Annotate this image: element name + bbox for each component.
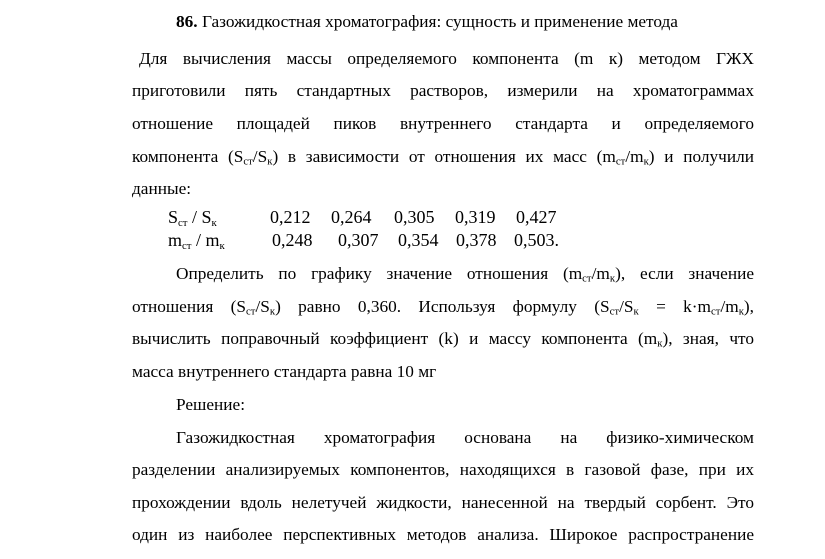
m-ratio-value: 0,307: [338, 230, 379, 250]
s-ratio-value: 0,212: [270, 207, 311, 227]
solution-line-1: Газожидкостная хроматография основана на физико-химическом: [176, 428, 754, 447]
problem-line-4: компонента $(S_{ст}/S_к)$ в зависимости от отношения их масс $(m_{ст}/m_к)$ и получили: [132, 147, 754, 168]
s-ratio-value: 0,264: [331, 207, 372, 227]
problem-line-2: приготовили пять стандартных растворов, измерили на хроматограммах: [132, 81, 754, 100]
task-line-3: вычислить поправочный коэффициент (k) и массу компонента $(m_к)$, зная, что: [132, 329, 754, 350]
s-ratio-value: 0,427: [516, 207, 557, 227]
solution-label: Решение:: [176, 395, 245, 414]
row-label-s-ratio: $S_{ст} / S_к$: [168, 207, 217, 230]
task-line-2: отношения $(S_{ст}/S_к)$ равно 0,360. Используя формулу $(S_{ст}/S_к = k\cdot m_{ст}/m_к)$,: [132, 297, 754, 318]
s-ratio-value: 0,305: [394, 207, 435, 227]
m-ratio-value: 0,248: [272, 230, 313, 250]
heading-number: 86.: [176, 12, 198, 31]
m-ratio-value: 0,503.: [514, 230, 559, 250]
task-line-4: масса внутреннего стандарта равна 10 мг: [132, 362, 437, 381]
m-ratio-value: 0,354: [398, 230, 439, 250]
task-line-1: Определить по графику значение отношения $(m_{ст}/m_к)$, если значение: [176, 264, 754, 285]
solution-line-4: один из наиболее перспективных методов анализа. Широкое распространение: [132, 525, 754, 544]
section-heading: [176, 11, 736, 33]
problem-line-1: Для вычисления массы определяемого компонента (m к) методом ГЖХ: [139, 49, 754, 68]
problem-line-5: данные:: [132, 179, 192, 198]
solution-line-2: разделении анализируемых компонентов, находящихся в газовой фазе, при их: [132, 460, 754, 479]
problem-line-3: отношение площадей пиков внутреннего стандарта и определяемого: [132, 114, 754, 133]
m-ratio-value: 0,378: [456, 230, 497, 250]
solution-line-3: прохождении вдоль нелетучей жидкости, нанесенной на твердый сорбент. Это: [132, 493, 754, 512]
row-label-m-ratio: $m_{ст} / m_к$: [168, 230, 225, 253]
heading-title: Газожидкостная хроматография: сущность и применение метода: [201, 12, 678, 31]
s-ratio-value: 0,319: [455, 207, 496, 227]
